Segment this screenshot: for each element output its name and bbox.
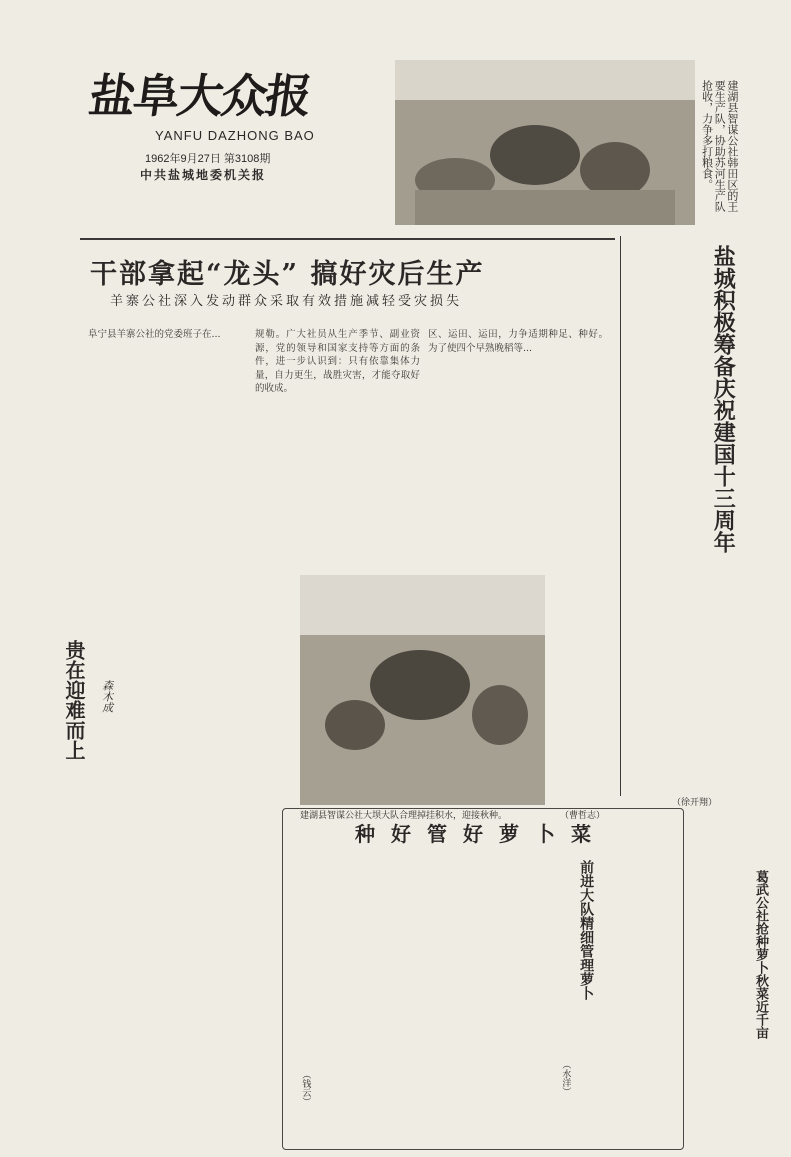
lead-subhead: 羊寨公社深入发动群众采取有效措施减轻受灾损失 <box>110 294 463 309</box>
rule-top <box>80 238 615 240</box>
side-headline: 贵在迎难而上 <box>62 640 86 760</box>
right-story-headline: 盐城积极筹备庆祝建国十三周年 <box>710 245 737 553</box>
side-byline: 森木成 <box>100 680 114 713</box>
right-story-byline: （徐开翔） <box>672 798 718 808</box>
photo-field-credit: （曹哲志） <box>560 811 606 821</box>
masthead-pinyin: YANFU DAZHONG BAO <box>155 128 315 143</box>
lead-column-2: 规勒。广大社员从生产季节、副业资源，党的领导和国家支持等方面的条件，进一步认识到：只有依靠集体力量，自力更生，战胜灾害，才能夺取好的收成。 <box>255 329 420 395</box>
photo-harvest-caption: 建湖县智谋公社韩田区的王要生产队，协助苏河生产队抢收，力争多打粮食。 <box>700 80 739 212</box>
lead-column-3: 区、运田、运田，力争适期种足、种好。为了使四个早熟晚稻等... <box>428 329 608 354</box>
masthead-publisher: 中共盐城地委机关报 <box>140 168 267 182</box>
radish-story3-byline: （钱云） <box>300 1070 311 1106</box>
radish-box <box>282 808 684 1150</box>
photo-harvest-image <box>395 60 695 225</box>
masthead-date: 1962年9月27日 第3108期 <box>145 153 271 165</box>
radish-story2-headline: 葛武公社抢种萝卜秋菜近千亩 <box>752 870 768 1039</box>
photo-field <box>300 575 545 805</box>
photo-harvest <box>395 60 695 225</box>
radish-story1-headline: 前进大队精细管理萝卜 <box>578 860 595 1000</box>
radish-box-title: 种好管好萝卜菜 <box>355 822 607 846</box>
rule-right-column <box>620 236 621 796</box>
radish-story1-byline: （水洋） <box>560 1060 571 1096</box>
photo-field-image <box>300 575 545 805</box>
lead-column-1: 阜宁县羊寨公社的党委班子在... <box>88 329 221 340</box>
photo-field-caption: 建湖县智谋公社大坝大队合理掉挂积水，迎接秋种。 <box>300 811 508 821</box>
lead-headline: 干部拿起“龙头” 搞好灾后生产 <box>90 259 485 290</box>
masthead-title: 盐阜大众报 <box>85 69 314 123</box>
